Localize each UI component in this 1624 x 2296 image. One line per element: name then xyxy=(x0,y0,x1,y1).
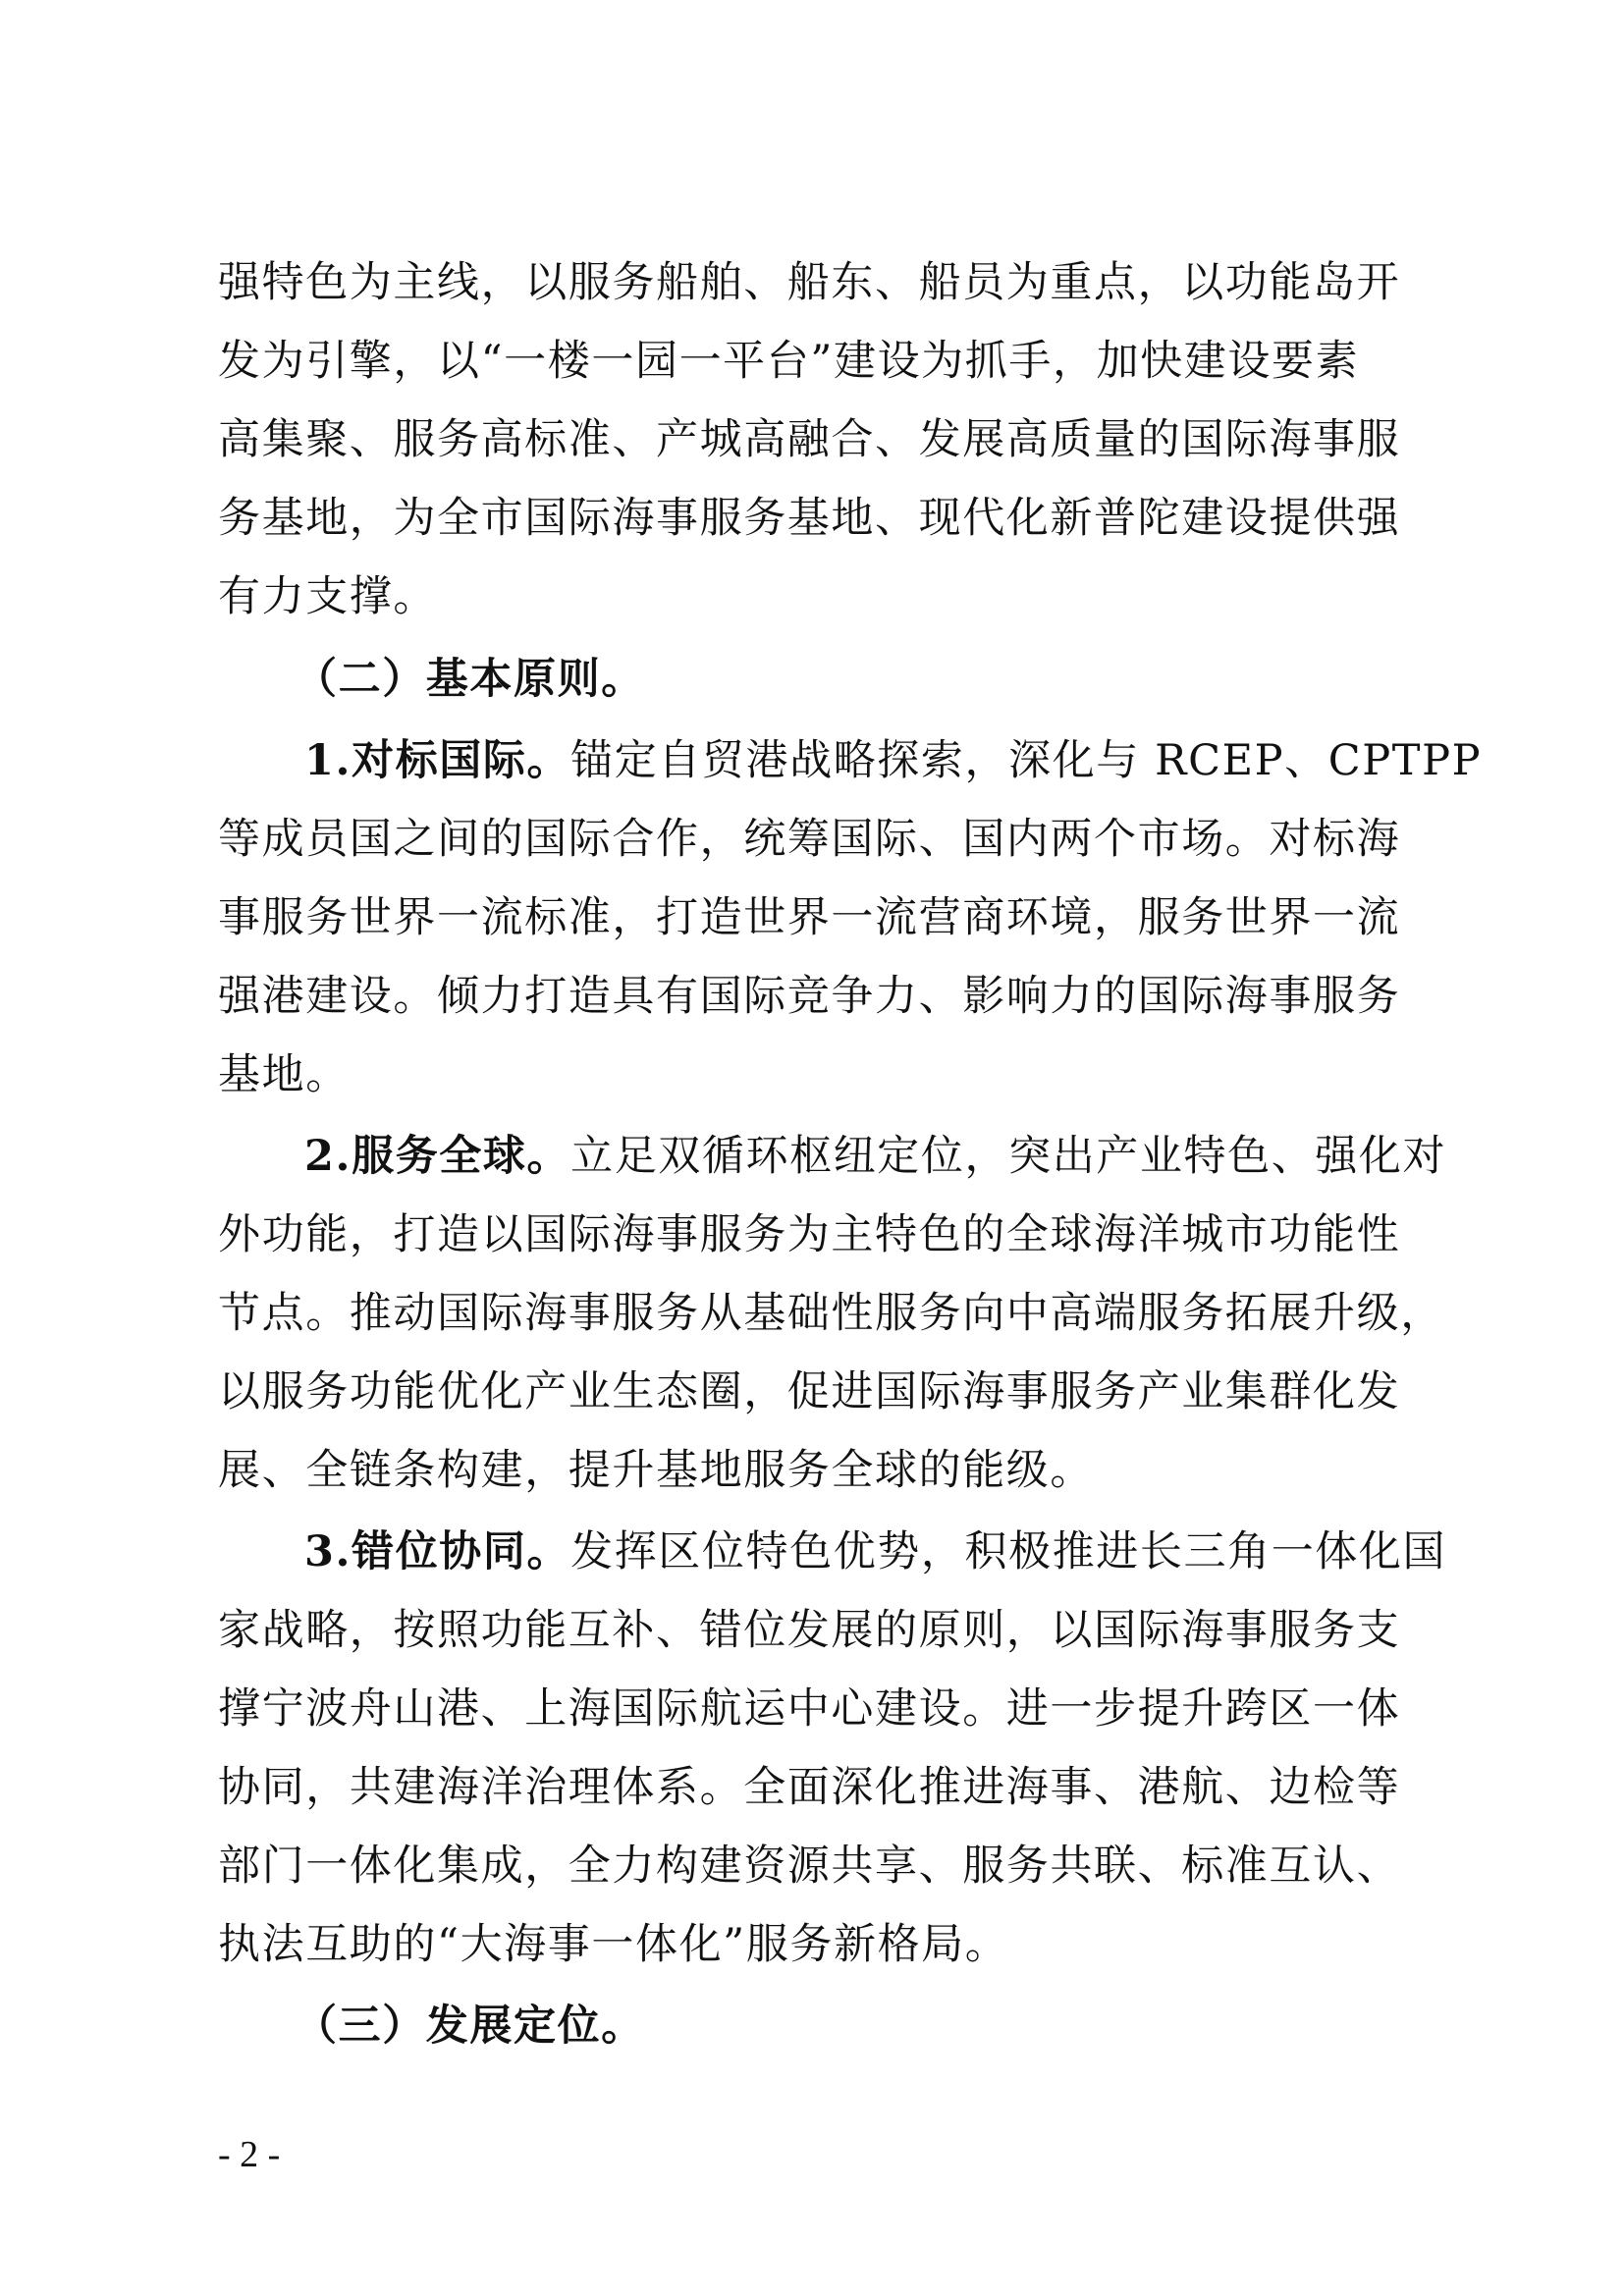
section-two-heading: （二）基本原则。 xyxy=(295,655,645,704)
section-three-heading: （三）发展定位。 xyxy=(295,2002,645,2051)
intro-line-3: 高集聚、服务高标准、产城高融合、发展高质量的国际海事服 xyxy=(218,415,1401,464)
principle-1-first-line xyxy=(304,731,1483,790)
intro-line-1: 强特色为主线，以服务船舶、船东、船员为重点，以功能岛开 xyxy=(218,258,1401,307)
intro-line-4: 务基地，为全市国际海事服务基地、现代化新普陀建设提供强 xyxy=(218,494,1401,543)
page-number: - 2 - xyxy=(218,2134,281,2175)
principle-3-line-5: 部门一体化集成，全力构建资源共享、服务共联、标准互认、 xyxy=(218,1842,1401,1891)
principle-2-line-5: 展、全链条构建，提升基地服务全球的能级。 xyxy=(218,1446,1094,1495)
principle-1-title: 1.对标国际。 xyxy=(304,736,571,785)
principle-1-line-3: 事服务世界一流标准，打造世界一流营商环境，服务世界一流 xyxy=(218,893,1401,942)
principle-2-line-2: 外功能，打造以国际海事服务为主特色的全球海洋城市功能性 xyxy=(218,1210,1401,1259)
intro-line-5: 有力支撑。 xyxy=(218,572,437,621)
principle-3-line-4: 协同，共建海洋治理体系。全面深化推进海事、港航、边检等 xyxy=(218,1763,1401,1812)
principle-3-line-2: 家战略，按照功能互补、错位发展的原则，以国际海事服务支 xyxy=(218,1606,1401,1655)
principle-2-line-4: 以服务功能优化产业生态圈，促进国际海事服务产业集群化发 xyxy=(218,1367,1401,1416)
principle-1-line-5: 基地。 xyxy=(218,1050,350,1099)
principle-3-first-line xyxy=(304,1522,1447,1581)
principle-1-line-2: 等成员国之间的国际合作，统筹国际、国内两个市场。对标海 xyxy=(218,815,1401,864)
principle-2-line-3: 节点。推动国际海事服务从基础性服务向中高端服务拓展升级， xyxy=(218,1289,1444,1338)
principle-3-text-1: 发挥区位特色优势，积极推进长三角一体化国 xyxy=(570,1527,1447,1576)
principle-3-line-6: 执法互助的“大海事一体化”服务新格局。 xyxy=(218,1920,1009,1969)
principle-3-line-3: 撑宁波舟山港、上海国际航运中心建设。进一步提升跨区一体 xyxy=(218,1684,1401,1734)
principle-2-title: 2.服务全球。 xyxy=(304,1132,571,1181)
principle-2-first-line xyxy=(304,1127,1447,1186)
principle-1-text-1: 锚定自贸港战略探索，深化与 RCEP、CPTPP xyxy=(570,736,1483,785)
principle-2-text-1: 立足双循环枢纽定位，突出产业特色、强化对 xyxy=(570,1132,1447,1181)
principle-1-line-4: 强港建设。倾力打造具有国际竞争力、影响力的国际海事服务 xyxy=(218,972,1401,1021)
intro-line-2: 发为引擎，以“一楼一园一平台”建设为抓手，加快建设要素 xyxy=(218,337,1360,386)
principle-3-title: 3.错位协同。 xyxy=(304,1527,571,1576)
